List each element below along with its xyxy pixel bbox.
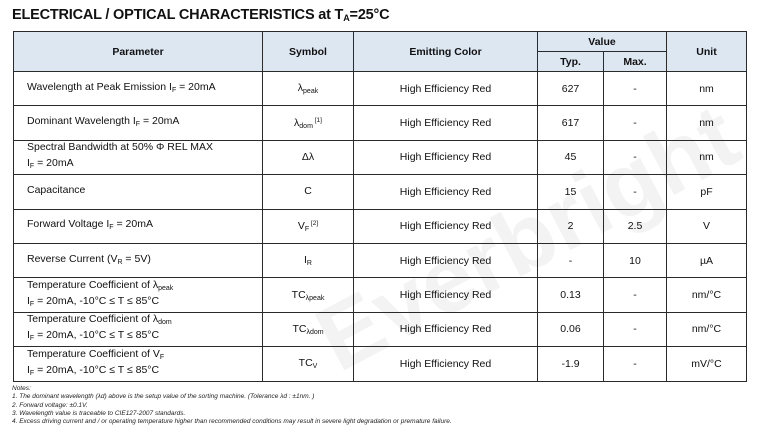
symbol-subscript: peak <box>303 88 319 96</box>
condition-subscript: F <box>29 335 35 343</box>
header-value: Value <box>538 32 667 52</box>
max-value-cell: - <box>604 347 667 381</box>
parameter-text-tail: = 20mA <box>113 218 153 231</box>
condition-subscript: F <box>29 301 35 309</box>
symbol-text: C <box>304 185 312 198</box>
section-title: ELECTRICAL / OPTICAL CHARACTERISTICS at $T_A=25^\circ C$ <box>12 7 390 23</box>
parameter-line <box>27 218 262 234</box>
parameter-line <box>27 184 262 200</box>
symbol-cell <box>263 278 354 312</box>
table-row <box>14 312 747 346</box>
typ-value-cell: - <box>538 243 604 277</box>
max-value-cell: - <box>604 140 667 174</box>
typ-value-cell: -1.9 <box>538 347 604 381</box>
max-value-cell: - <box>604 106 667 140</box>
table-row <box>14 347 747 381</box>
table-row <box>14 106 747 140</box>
parameter-line <box>27 81 262 97</box>
unit-cell: nm <box>667 72 747 106</box>
max-value-cell: - <box>604 278 667 312</box>
unit-cell: pF <box>667 175 747 209</box>
symbol-cell <box>263 312 354 346</box>
parameter-subscript: dom <box>158 319 172 327</box>
parameter-cell <box>14 175 263 209</box>
emitting-color-cell: High Efficiency Red <box>354 347 538 381</box>
header-max: Max. <box>604 52 667 72</box>
max-value-cell: - <box>604 175 667 209</box>
parameter-line <box>27 313 262 329</box>
parameter-text: Temperature Coefficient of λ <box>27 313 159 326</box>
table-row <box>14 140 747 174</box>
typ-value-cell: 0.13 <box>538 278 604 312</box>
condition-text: I <box>27 329 30 342</box>
symbol-text: I <box>304 254 307 267</box>
symbol-subscript: F <box>304 225 310 233</box>
parameter-cell <box>14 312 263 346</box>
max-value-cell: - <box>604 312 667 346</box>
typ-value-cell: 2 <box>538 209 604 243</box>
symbol-subscript: R <box>306 260 312 268</box>
condition-text: I <box>27 363 30 376</box>
symbol-subscript: λpeak <box>305 294 325 302</box>
symbol-text: λ <box>297 82 304 95</box>
condition-text-tail: = 20mA, -10°C ≤ T ≤ 85°C <box>34 363 160 376</box>
symbol-cell <box>263 140 354 174</box>
unit-cell: µA <box>667 243 747 277</box>
condition-subscript: F <box>29 369 35 377</box>
table-row <box>14 243 747 277</box>
unit-cell: mV/°C <box>667 347 747 381</box>
emitting-color-cell: High Efficiency Red <box>354 140 538 174</box>
typ-value-cell: 15 <box>538 175 604 209</box>
parameter-cell <box>14 72 263 106</box>
symbol-cell <box>263 175 354 209</box>
parameter-subscript: F <box>171 86 177 94</box>
condition-subscript: F <box>29 163 35 171</box>
parameter-text: Reverse Current (V <box>27 252 118 265</box>
header-parameter: Parameter <box>14 32 263 72</box>
parameter-line <box>27 279 262 295</box>
table-row <box>14 175 747 209</box>
emitting-color-cell: High Efficiency Red <box>354 175 538 209</box>
symbol-subscript: V <box>312 363 318 371</box>
parameter-text: Spectral Bandwidth at 50% Φ REL MAX <box>27 141 213 154</box>
notes <box>12 385 452 426</box>
max-value-cell: 10 <box>604 243 667 277</box>
parameter-line <box>27 141 262 157</box>
symbol-subscript: dom <box>299 122 313 130</box>
parameter-condition-line <box>27 157 262 173</box>
parameter-text: Capacitance <box>27 183 86 196</box>
condition-text-tail: = 20mA <box>34 157 74 170</box>
parameter-cell <box>14 243 263 277</box>
parameter-cell <box>14 278 263 312</box>
parameter-cell <box>14 106 263 140</box>
parameter-cell <box>14 347 263 381</box>
parameter-text: Dominant Wavelength I <box>27 115 136 128</box>
parameter-line <box>27 115 262 131</box>
emitting-color-cell: High Efficiency Red <box>354 72 538 106</box>
header-emitting-color: Emitting Color <box>354 32 538 72</box>
parameter-subscript: R <box>117 258 123 266</box>
header-typ: Typ. <box>538 52 604 72</box>
parameter-text: Forward Voltage I <box>27 218 110 231</box>
symbol-cell <box>263 243 354 277</box>
max-value-cell: - <box>604 72 667 106</box>
table-row <box>14 209 747 243</box>
unit-cell: nm <box>667 140 747 174</box>
note-item: 4. Excess driving current and / or operating temperature higher than recommended conditions may result in severe light degradation or premature failure. <box>12 418 452 426</box>
parameter-text-tail: = 20mA <box>176 80 216 93</box>
condition-text-tail: = 20mA, -10°C ≤ T ≤ 85°C <box>34 295 160 308</box>
typ-value-cell: 617 <box>538 106 604 140</box>
parameter-condition-line <box>27 295 262 311</box>
parameter-text-tail: = 5V) <box>122 252 151 265</box>
typ-value-cell: 45 <box>538 140 604 174</box>
symbol-text: TC <box>292 322 307 335</box>
symbol-cell <box>263 209 354 243</box>
emitting-color-cell: High Efficiency Red <box>354 278 538 312</box>
emitting-color-cell: High Efficiency Red <box>354 243 538 277</box>
parameter-text-tail: = 20mA <box>140 115 180 128</box>
parameter-subscript: peak <box>158 285 174 293</box>
typ-value-cell: 0.06 <box>538 312 604 346</box>
parameter-condition-line <box>27 329 262 345</box>
condition-text: I <box>27 295 30 308</box>
parameter-subscript: F <box>159 353 165 361</box>
parameter-subscript: F <box>135 121 141 129</box>
symbol-cell <box>263 72 354 106</box>
symbol-text: V <box>297 219 305 232</box>
characteristics-table <box>13 31 747 382</box>
table-row <box>14 278 747 312</box>
symbol-text: TC <box>291 288 306 301</box>
symbol-cell <box>263 106 354 140</box>
parameter-line <box>27 348 262 364</box>
unit-cell: nm/°C <box>667 278 747 312</box>
parameter-text: Temperature Coefficient of V <box>27 347 160 360</box>
emitting-color-cell: High Efficiency Red <box>354 312 538 346</box>
emitting-color-cell: High Efficiency Red <box>354 209 538 243</box>
parameter-text: Wavelength at Peak Emission I <box>27 80 172 93</box>
condition-text: I <box>27 157 30 170</box>
unit-cell: nm <box>667 106 747 140</box>
table-row <box>14 72 747 106</box>
note-item: 3. Wavelength value is traceable to CIE127-2007 standards. <box>12 409 186 417</box>
unit-cell: V <box>667 209 747 243</box>
symbol-cell <box>263 347 354 381</box>
parameter-text: Temperature Coefficient of λ <box>27 279 159 292</box>
symbol-subscript: λdom <box>306 328 324 336</box>
parameter-line <box>27 253 262 269</box>
parameter-cell <box>14 209 263 243</box>
symbol-text: Δλ <box>301 150 315 163</box>
symbol-note-ref: [1] <box>312 116 322 124</box>
note-item: 2. Forward voltage: ±0.1V. <box>12 401 88 409</box>
condition-text-tail: = 20mA, -10°C ≤ T ≤ 85°C <box>34 329 160 342</box>
max-value-cell: 2.5 <box>604 209 667 243</box>
header-symbol: Symbol <box>263 32 354 72</box>
header-unit: Unit <box>667 32 747 72</box>
symbol-text: TC <box>298 357 313 370</box>
symbol-note-ref: [2] <box>309 219 319 227</box>
parameter-condition-line <box>27 364 262 380</box>
parameter-cell <box>14 140 263 174</box>
parameter-subscript: F <box>109 224 114 232</box>
symbol-text: λ <box>294 116 300 129</box>
typ-value-cell: 627 <box>538 72 604 106</box>
note-item: 1. The dominant wavelength (λd) above is the setup value of the sorting machine. (Tolerance λd : ±1nm. ) <box>12 393 315 401</box>
unit-cell: nm/°C <box>667 312 747 346</box>
emitting-color-cell: High Efficiency Red <box>354 106 538 140</box>
notes-heading: Notes: <box>12 385 31 392</box>
